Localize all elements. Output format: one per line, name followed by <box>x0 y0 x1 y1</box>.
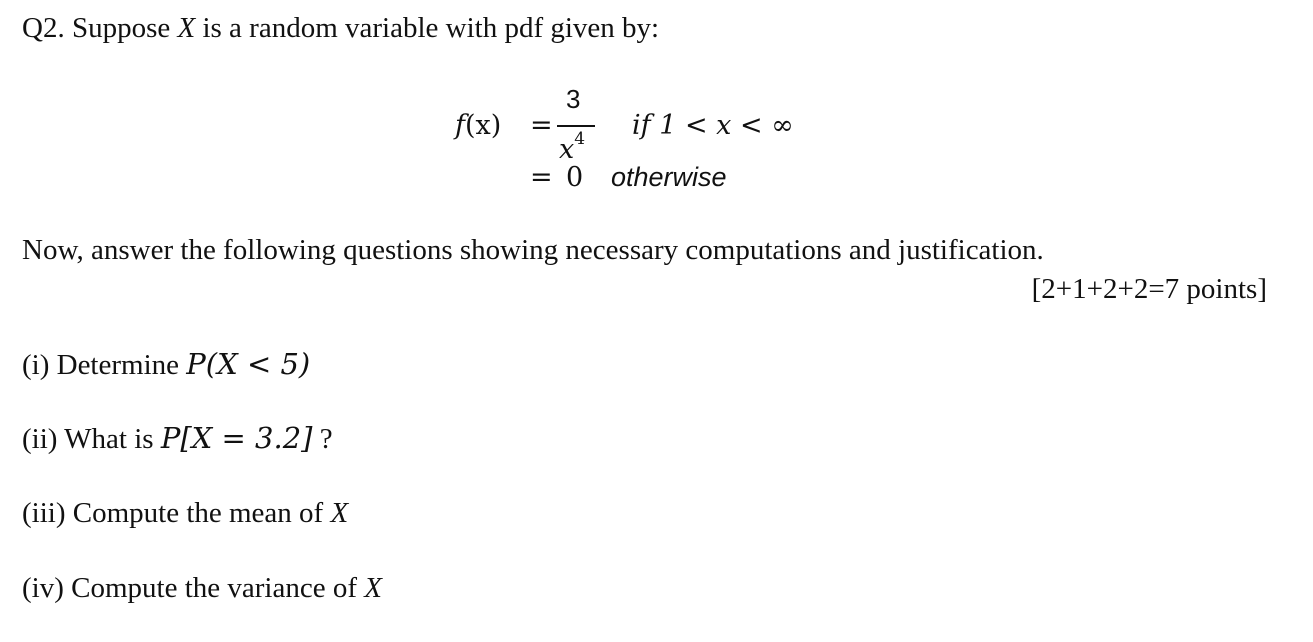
question-part-i <box>22 347 311 381</box>
part-i-text: (i) Determine <box>22 349 187 381</box>
equation-otherwise: otherwise <box>611 162 727 192</box>
instruction-text: Now, answer the following questions showing necessary computations and justification. <box>22 234 1044 266</box>
part-iv-text: (iv) Compute the variance of <box>22 572 365 604</box>
part-iv-math: X <box>364 572 382 604</box>
fraction-numerator: 3 <box>566 84 581 114</box>
part-ii-math: P[X = 3.2] <box>160 421 313 455</box>
question-part-iii <box>22 499 348 528</box>
part-iii-text: (iii) Compute the mean of <box>22 497 331 529</box>
question-prefix: Q2. Suppose <box>22 12 178 44</box>
denominator-exponent: 4 <box>574 129 586 149</box>
part-iii-math: X <box>330 497 349 529</box>
equation-equals-sign-2: = <box>530 162 553 193</box>
equation-lhs-f: f <box>455 110 465 141</box>
equation-condition: if 1 < x < ∞ <box>632 110 794 141</box>
equation-zero-value: 0 <box>566 162 584 193</box>
equation-lhs <box>455 112 501 139</box>
question-suffix: is a random variable with pdf given by: <box>195 12 660 44</box>
fraction-bar <box>557 125 595 127</box>
equation-equals-sign: = <box>530 110 553 141</box>
denominator-base: x <box>559 134 575 165</box>
part-i-math: P(X < 5) <box>186 347 311 381</box>
points-label: [2+1+2+2=7 points] <box>1031 273 1267 305</box>
part-ii-text: (ii) What is <box>22 423 161 455</box>
equation-lhs-arg: (x) <box>465 110 502 141</box>
pdf-equation <box>0 0 1313 220</box>
fraction-denominator <box>559 129 586 165</box>
part-ii-tail: ? <box>312 423 333 455</box>
question-part-iv <box>22 574 382 603</box>
question-variable: X <box>177 12 196 44</box>
question-part-ii <box>22 421 333 455</box>
